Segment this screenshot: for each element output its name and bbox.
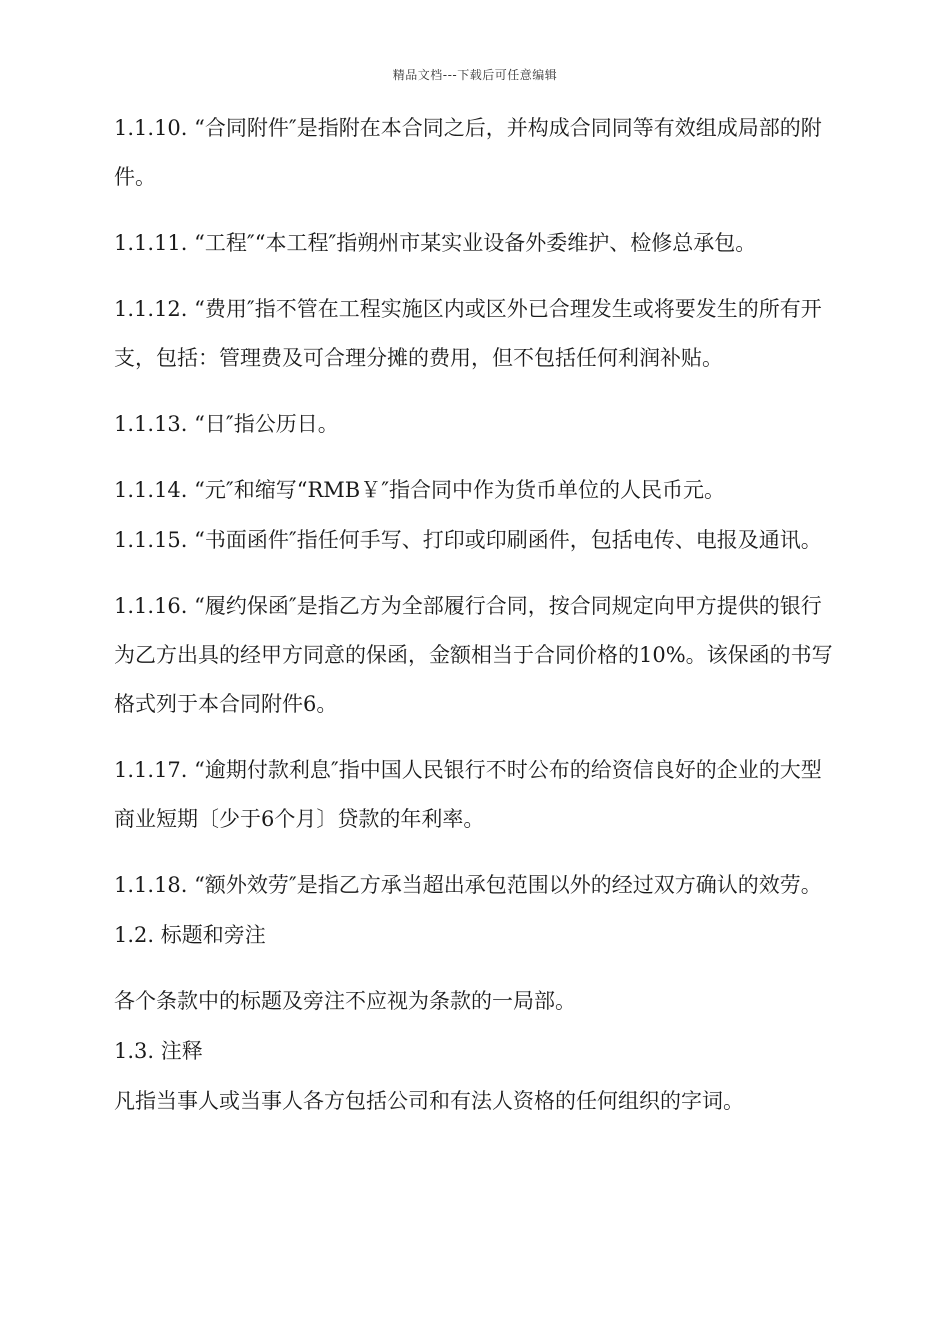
clause-1-1-14: 1.1.14. “元″和缩写“RMB￥″指合同中作为货币单位的人民币元。 xyxy=(114,478,726,502)
section-heading-1-3: 1.3. 注释 xyxy=(114,1039,203,1063)
clause-1-1-15: 1.1.15. “书面函件″指任何手写、打印或印刷函件，包括电传、电报及通讯。 xyxy=(114,528,822,552)
clause-1-1-10: 1.1.10. “合同附件″是指附在本合同之后，并构成合同同等有效组成局部的附件。 xyxy=(114,116,822,189)
clause-1-1-16: 1.1.16. “履约保函″是指乙方为全部履行合同，按合同规定向甲方提供的银行为乙方出具的经甲方同意的保函，金额相当于合同价格的10%。该保函的书写格式列于本合同附件6。 xyxy=(114,594,833,716)
page-header: 精品文档---下载后可任意编辑 xyxy=(392,68,558,82)
section-text-1-3: 凡指当事人或当事人各方包括公司和有法人资格的任何组织的字词。 xyxy=(114,1089,744,1113)
clause-1-1-12: 1.1.12. “费用″指不管在工程实施区内或区外已合理发生或将要发生的所有开支，包括：管理费及可合理分摊的费用，但不包括任何利润补贴。 xyxy=(114,297,822,370)
clause-1-1-17: 1.1.17. “逾期付款利息″指中国人民银行不时公布的给资信良好的企业的大型商业短期〔少于6个月〕贷款的年利率。 xyxy=(114,758,822,831)
clause-1-1-13: 1.1.13. “日″指公历日。 xyxy=(114,412,339,436)
section-heading-1-2: 1.2. 标题和旁注 xyxy=(114,923,266,947)
clause-1-1-18: 1.1.18. “额外效劳″是指乙方承当超出承包范围以外的经过双方确认的效劳。 xyxy=(114,873,822,897)
section-text-1-2: 各个条款中的标题及旁注不应视为条款的一局部。 xyxy=(114,989,576,1013)
clause-1-1-11: 1.1.11. “工程″“本工程″指朔州市某实业设备外委维护、检修总承包。 xyxy=(114,231,757,255)
document-body xyxy=(114,104,840,1126)
